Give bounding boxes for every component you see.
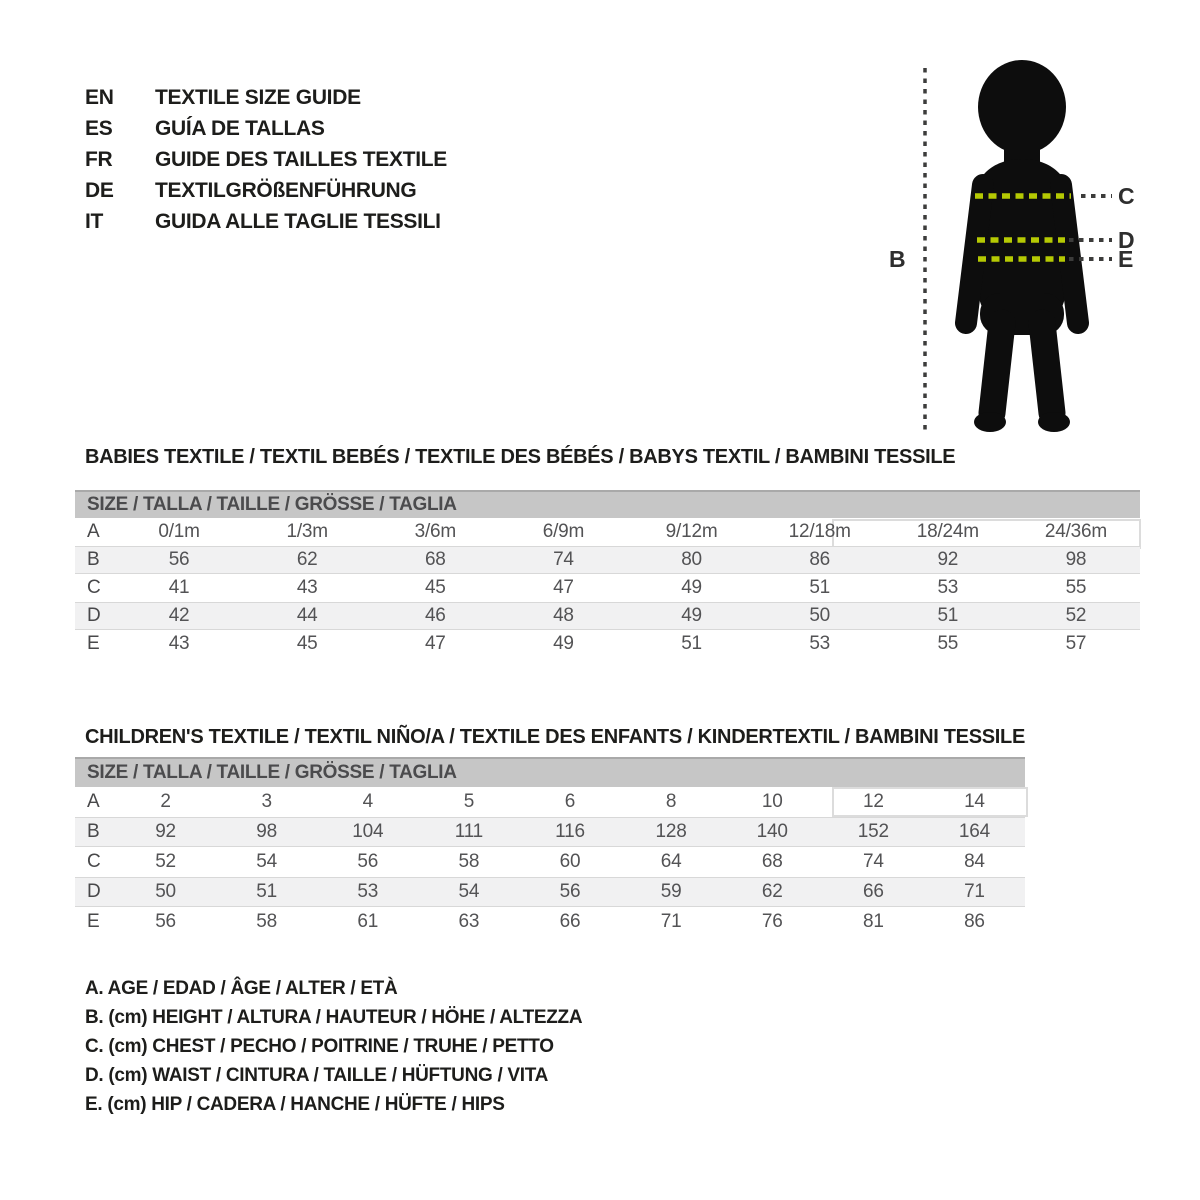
row-label: E — [87, 633, 100, 654]
table-cell: 71 — [964, 881, 985, 902]
language-title: TEXTILGRÖßENFÜHRUNG — [155, 178, 417, 202]
row-label: B — [87, 821, 100, 842]
table-cell: 55 — [1065, 577, 1087, 598]
row-label: D — [87, 605, 101, 626]
table-row — [75, 877, 1025, 907]
table-cell: 56 — [559, 881, 581, 902]
table-cell: 66 — [559, 911, 581, 932]
row-label: D — [87, 881, 101, 902]
table-row — [75, 847, 1025, 877]
row-label: E — [87, 911, 100, 932]
table-cell: 116 — [555, 821, 585, 842]
table-cell: 51 — [681, 633, 702, 654]
table-cell: 50 — [809, 605, 831, 626]
row-label: C — [87, 577, 101, 598]
table-cell: 3/6m — [414, 521, 457, 542]
list-item — [85, 175, 447, 206]
table-cell: 86 — [809, 549, 831, 570]
table-cell: 12/18m — [788, 521, 851, 542]
language-code: IT — [85, 209, 104, 233]
table-cell: 86 — [964, 911, 985, 932]
language-title-list — [85, 82, 447, 237]
table-cell: 41 — [168, 577, 190, 598]
table-cell: 53 — [809, 633, 831, 654]
children-section-heading: CHILDREN'S TEXTILE / TEXTIL NIÑO/A / TEXTILE DES ENFANTS / KINDERTEXTIL / BAMBINI TESSILE — [85, 726, 1025, 748]
child-silhouette-figure — [885, 55, 1145, 440]
table-row — [75, 817, 1025, 847]
measurement-legend — [85, 974, 582, 1119]
table-cell: 92 — [155, 821, 176, 842]
table-cell: 4 — [362, 791, 373, 812]
table-cell: 56 — [168, 549, 190, 570]
table-cell: 74 — [862, 851, 884, 872]
height-label: B — [889, 246, 906, 272]
table-cell: 48 — [553, 605, 574, 626]
table-cell: 98 — [256, 821, 278, 842]
table-cell: 49 — [681, 605, 702, 626]
table-cell: 128 — [655, 821, 687, 842]
table-cell: 56 — [155, 911, 176, 932]
table-cell: 152 — [857, 821, 889, 842]
legend-item: A. AGE / EDAD / ÂGE / ALTER / ETÀ — [85, 978, 398, 999]
child-silhouette — [966, 60, 1078, 432]
table-cell: 45 — [296, 633, 318, 654]
babies-size-table — [75, 490, 1140, 658]
row-label: A — [87, 791, 100, 812]
table-cell: 74 — [553, 549, 574, 570]
hip-label: E — [1118, 246, 1134, 272]
table-cell: 54 — [458, 881, 480, 902]
list-item — [85, 206, 447, 237]
table-cell: 53 — [937, 577, 959, 598]
row-label: B — [87, 549, 100, 570]
table-cell: 10 — [761, 791, 783, 812]
table-cell: 98 — [1065, 549, 1087, 570]
table-cell: 0/1m — [158, 521, 200, 542]
language-code: EN — [85, 85, 114, 109]
table-cell: 18/24m — [916, 521, 979, 542]
table-cell: 68 — [424, 549, 446, 570]
table-cell: 58 — [256, 911, 278, 932]
table-cell: 80 — [681, 549, 702, 570]
table-cell: 51 — [937, 605, 959, 626]
table-row — [75, 546, 1140, 574]
list-item — [85, 113, 447, 144]
row-label: C — [87, 851, 101, 872]
children-size-table — [75, 757, 1025, 937]
table-cell: 71 — [660, 911, 682, 932]
chest-label: C — [1118, 183, 1135, 209]
language-code: ES — [85, 116, 113, 140]
list-item — [85, 82, 447, 113]
table-cell: 104 — [352, 821, 384, 842]
table-cell: 64 — [660, 851, 682, 872]
table-cell: 6 — [564, 791, 576, 812]
table-cell: 46 — [424, 605, 446, 626]
table-cell: 1/3m — [286, 521, 328, 542]
legend-item: D. (cm) WAIST / CINTURA / TAILLE / HÜFTUNG / VITA — [85, 1065, 549, 1086]
table-cell: 56 — [357, 851, 379, 872]
language-code: DE — [85, 178, 114, 202]
table-row — [75, 787, 1025, 817]
table-cell: 53 — [357, 881, 379, 902]
table-cell: 50 — [155, 881, 176, 902]
size-header: SIZE / TALLA / TAILLE / GRÖSSE / TAGLIA — [75, 757, 1025, 787]
table-cell: 12 — [862, 791, 884, 812]
table-cell: 68 — [761, 851, 783, 872]
table-cell: 8 — [665, 791, 677, 812]
table-cell: 76 — [761, 911, 783, 932]
waist-label: D — [1118, 227, 1135, 253]
table-cell: 63 — [458, 911, 480, 932]
table-cell: 51 — [809, 577, 831, 598]
table-row — [75, 518, 1140, 546]
list-item — [85, 144, 447, 175]
language-title: GUÍA DE TALLAS — [155, 116, 325, 140]
table-cell: 111 — [454, 821, 484, 842]
legend-item: B. (cm) HEIGHT / ALTURA / HAUTEUR / HÖHE / ALTEZZA — [85, 1007, 583, 1028]
table-cell: 6/9m — [542, 521, 585, 542]
table-cell: 59 — [660, 881, 682, 902]
table-cell: 81 — [862, 911, 884, 932]
table-cell: 62 — [761, 881, 783, 902]
table-cell: 54 — [256, 851, 278, 872]
table-cell: 24/36m — [1044, 521, 1108, 542]
table-cell: 51 — [256, 881, 278, 902]
table-cell: 47 — [424, 633, 446, 654]
table-cell: 49 — [553, 633, 574, 654]
table-cell: 9/12m — [665, 521, 718, 542]
table-cell: 60 — [559, 851, 581, 872]
legend-item: E. (cm) HIP / CADERA / HANCHE / HÜFTE / HIPS — [85, 1094, 505, 1115]
babies-section-heading: BABIES TEXTILE / TEXTIL BEBÉS / TEXTILE DES BÉBÉS / BABYS TEXTIL / BAMBINI TESSILE — [85, 446, 956, 468]
language-title: GUIDA ALLE TAGLIE TESSILI — [155, 209, 441, 233]
table-cell: 52 — [1065, 605, 1087, 626]
table-cell: 42 — [168, 605, 190, 626]
table-row — [75, 574, 1140, 602]
table-cell: 52 — [155, 851, 176, 872]
table-cell: 14 — [964, 791, 985, 812]
table-cell: 140 — [756, 821, 788, 842]
table-cell: 61 — [357, 911, 379, 932]
table-row — [75, 602, 1140, 630]
table-cell: 55 — [937, 633, 959, 654]
table-cell: 2 — [160, 791, 171, 812]
language-title: TEXTILE SIZE GUIDE — [155, 85, 361, 109]
row-label: A — [87, 521, 100, 542]
table-row — [75, 907, 1025, 937]
table-cell: 84 — [964, 851, 985, 872]
table-cell: 3 — [261, 791, 272, 812]
table-cell: 5 — [463, 791, 475, 812]
table-cell: 58 — [458, 851, 480, 872]
language-title: GUIDE DES TAILLES TEXTILE — [155, 147, 447, 171]
table-cell: 45 — [424, 577, 446, 598]
table-cell: 44 — [296, 605, 318, 626]
table-cell: 92 — [937, 549, 959, 570]
language-code: FR — [85, 147, 113, 171]
table-cell: 57 — [1065, 633, 1087, 654]
table-cell: 164 — [958, 821, 990, 842]
legend-item: C. (cm) CHEST / PECHO / POITRINE / TRUHE / PETTO — [85, 1036, 554, 1057]
size-header: SIZE / TALLA / TAILLE / GRÖSSE / TAGLIA — [75, 490, 1140, 518]
table-cell: 47 — [553, 577, 574, 598]
table-cell: 43 — [296, 577, 318, 598]
table-cell: 62 — [296, 549, 318, 570]
table-cell: 49 — [681, 577, 702, 598]
table-cell: 66 — [862, 881, 884, 902]
table-cell: 43 — [168, 633, 190, 654]
table-row — [75, 630, 1140, 658]
